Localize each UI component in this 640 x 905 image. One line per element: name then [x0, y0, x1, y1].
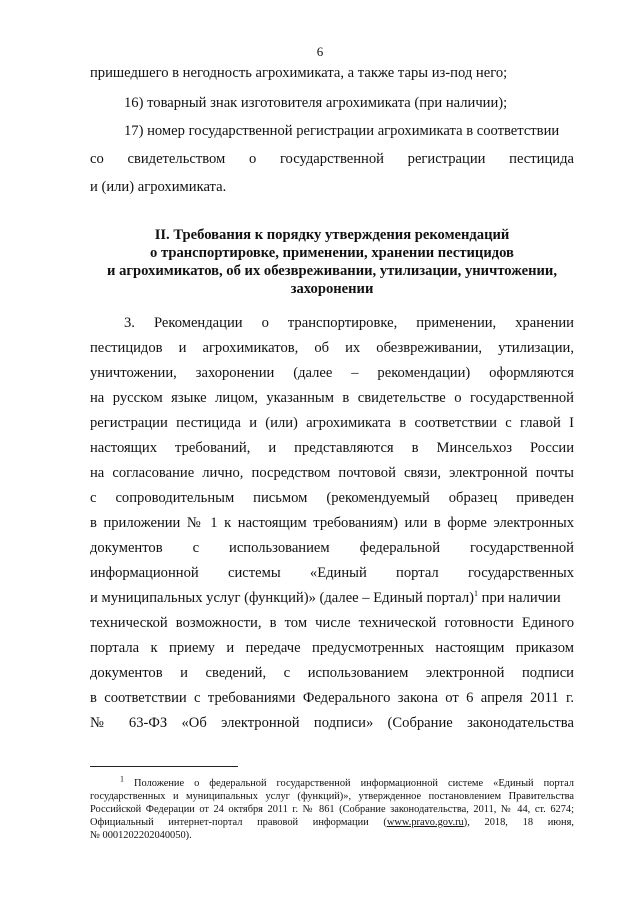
section-heading: захоронении — [290, 281, 374, 297]
paragraph-3-line: регистрации пестицида и (или) агрохимиката в соответствии с главой I — [90, 415, 574, 431]
section-heading: о транспортировке, применении, хранении пестицидов — [150, 245, 514, 261]
footnote-reference[interactable]: 1 — [473, 589, 478, 599]
paragraph-3-line: документов с использованием федеральной государственной — [90, 540, 574, 556]
paragraph-3-line: 3. Рекомендации о транспортировке, применении, хранении — [124, 315, 574, 331]
footnote-line — [90, 816, 574, 829]
paragraph-3-line: в соответствии с требованиями Федерального закона от 6 апреля 2011 г. — [90, 690, 574, 706]
paragraph-3-line: портала к приему и передаче предусмотренных настоящим приказом — [90, 640, 574, 656]
footnote-line: Российской Федерации от 24 октября 2011 г. № 861 (Собрание законодательства, 2011, № 44, ст. 6274; — [90, 804, 574, 815]
text-line: и (или) агрохимиката. — [90, 179, 227, 195]
paragraph-3-line: документов и сведений, с использованием электронной подписи — [90, 665, 574, 681]
page-number: 6 — [316, 44, 324, 59]
text-span: Официальный интернет-портал правовой информации ( — [90, 817, 387, 828]
section-heading: и агрохимикатов, об их обезвреживании, утилизации, уничтожении, — [107, 263, 557, 279]
text-line: пришедшего в негодность агрохимиката, а также тары из-под него; — [90, 65, 508, 81]
paragraph-3-line: в приложении № 1 к настоящим требованиям) или в форме электронных — [90, 515, 574, 531]
footnote-line — [120, 774, 574, 790]
footnote-line: государственных и муниципальных услуг (функций)», утвержденное постановлением Правительства — [90, 791, 574, 802]
paragraph-3-line: № 63-ФЗ «Об электронной подписи» (Собрание законодательства — [90, 715, 574, 731]
text-span: ), 2018, 18 июня, — [463, 817, 574, 828]
paragraph-3-line: уничтожении, захоронении (далее – рекомендации) оформляются — [90, 365, 574, 381]
paragraph-3-line: с сопроводительным письмом (рекомендуемый образец приведен — [90, 490, 574, 506]
paragraph-3-line: технической возможности, в том числе технической готовности Единого — [90, 615, 574, 631]
list-item-16: 16) товарный знак изготовителя агрохимиката (при наличии); — [124, 95, 508, 111]
text-span: и муниципальных услуг (функций)» (далее – Единый портал) — [90, 590, 474, 606]
footnote-divider — [90, 766, 238, 767]
footnote-mark: 1 — [120, 774, 124, 784]
paragraph-3-line: настоящих требований, и представляются в Минсельхоз России — [90, 440, 574, 456]
paragraph-3-line: на русском языке лицом, указанным в свидетельстве о государственной — [90, 390, 574, 406]
text-line: со свидетельством о государственной регистрации пестицида — [90, 151, 574, 167]
section-heading: II. Требования к порядку утверждения рекомендаций — [154, 227, 510, 243]
paragraph-3-line: информационной системы «Единый портал государственных — [90, 565, 574, 581]
paragraph-3-line — [90, 589, 574, 607]
paragraph-3-line: на согласование лично, посредством почтовой связи, электронной почты — [90, 465, 574, 481]
list-item-17: 17) номер государственной регистрации агрохимиката в соответствии — [124, 123, 560, 139]
paragraph-3-line: пестицидов и агрохимикатов, об их обезвреживании, утилизации, — [90, 340, 574, 356]
footnote-line: № 0001202202040050). — [90, 830, 192, 841]
text-span: Положение о федеральной государственной информационной системе «Единый портал — [134, 778, 574, 789]
text-span: при наличии — [477, 590, 561, 606]
footnote-link[interactable]: www.pravo.gov.ru — [386, 817, 464, 828]
